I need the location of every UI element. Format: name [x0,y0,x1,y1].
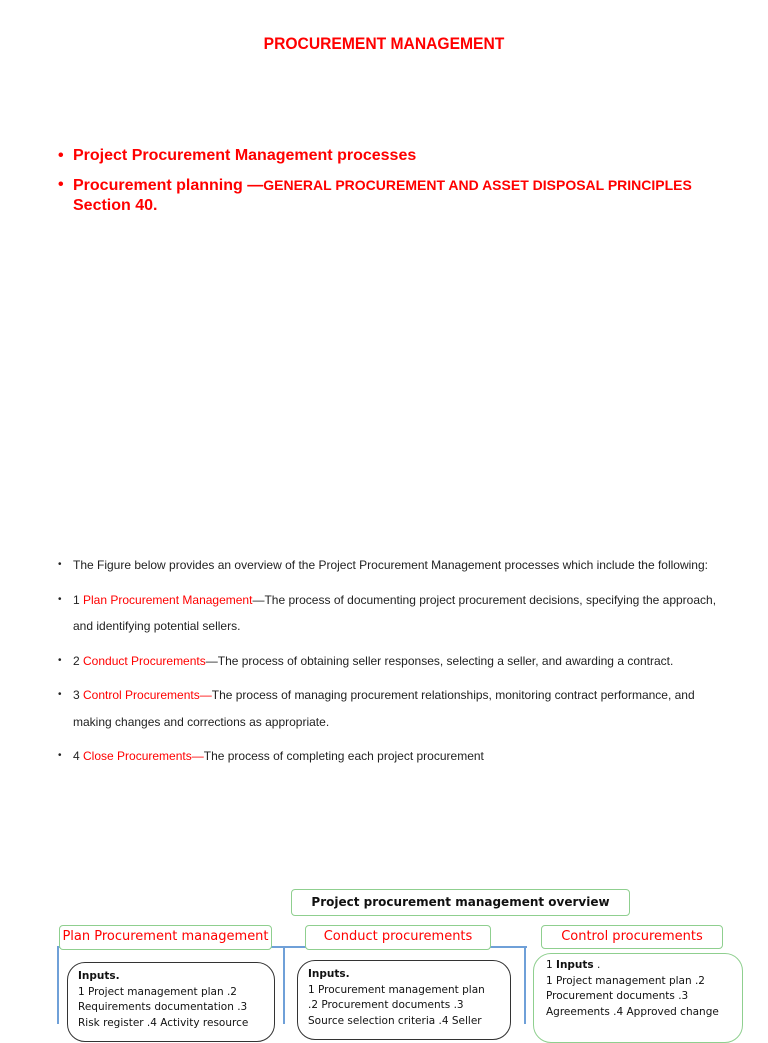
inputs-line: Procurement documents .3 [546,990,689,1002]
frame-line-left [57,946,59,1024]
inputs-heading: Inputs. [78,970,120,982]
bullet-suffix: Section 40. [73,197,158,214]
process-description: The process of completing each project procurement [203,749,484,763]
process-item-control [58,682,723,735]
control-inputs-box [533,953,743,1043]
process-number: 3 [73,688,84,702]
main-bullet-list [58,146,738,225]
inputs-heading: Inputs. [308,968,350,980]
plan-procurement-box: Plan Procurement management [59,925,272,950]
inputs-line: Agreements .4 Approved change [546,1005,719,1018]
process-description: The process of managing procurement relationships, monitoring contract performance, and making changes and corrections as appropriate. [73,688,695,729]
inputs-line: 1 Procurement management plan [308,983,485,996]
process-number: 4 [73,749,84,763]
page-title: PROCUREMENT MANAGEMENT [263,34,505,53]
inputs-heading: Inputs [556,959,594,971]
process-item-conduct [58,648,723,675]
bullet-prefix: Procurement planning — [73,177,264,194]
bullet-procurement-planning [58,175,738,216]
process-item-plan [58,587,723,640]
inputs-line: Requirements documentation .3 [78,1001,248,1013]
inputs-heading-row [546,958,730,974]
process-name: Control Procurements— [83,688,212,702]
process-item-close [58,743,723,770]
intro-text: The Figure below provides an overview of the Project Procurement Management processes which include the following: [73,558,708,572]
plan-inputs-box [67,962,275,1042]
inputs-line: .2 Procurement documents .3 [308,999,464,1011]
conduct-inputs-box [297,960,511,1040]
process-number: 2 [73,653,84,668]
inputs-dot: . [593,959,601,971]
inputs-line: Risk register .4 Activity resource [78,1016,249,1029]
process-description: —The process of documenting project procurement decisions, specifying the approach, and identifying potential sellers. [73,592,717,633]
overview-title-box: Project procurement management overview [291,889,630,916]
bullet-procurement-processes [58,146,738,166]
process-list [58,552,723,778]
process-name: Conduct Procurements [83,653,206,668]
frame-line-right [524,946,526,1024]
frame-line-middle [283,946,285,1024]
inputs-line: 1 Project management plan .2 [78,985,237,998]
intro-item [58,552,723,579]
inputs-line: 1 Project management plan .2 [546,974,705,987]
process-name: Plan Procurement Management [83,592,253,607]
control-procurements-box: Control procurements [541,925,723,949]
process-name: Close Procurements— [83,749,204,763]
process-description: —The process of obtaining seller responses, selecting a seller, and awarding a contract. [205,653,674,668]
bullet-text: Project Procurement Management processes [73,147,417,164]
conduct-procurements-box: Conduct procurements [305,925,491,950]
bullet-caps: GENERAL PROCUREMENT AND ASSET DISPOSAL PRINCIPLES [263,177,692,193]
inputs-number: 1 [546,959,557,971]
inputs-line: Source selection criteria .4 Seller [308,1014,482,1027]
process-number: 1 [73,592,84,607]
